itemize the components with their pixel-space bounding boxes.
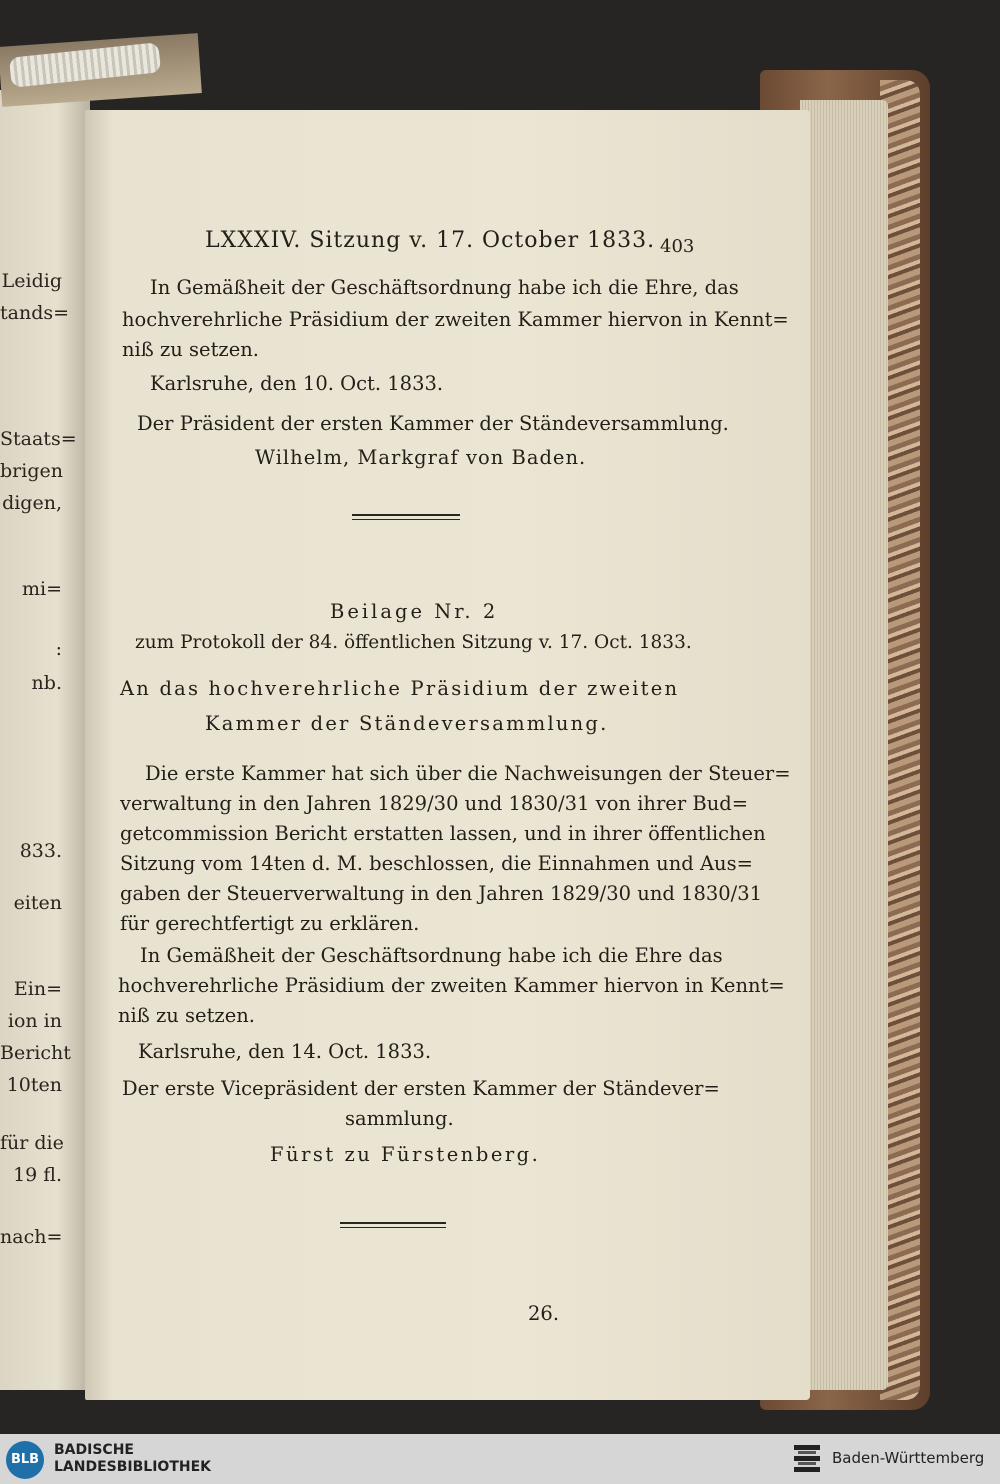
left-fragment: Leidig bbox=[1, 270, 62, 292]
address-line: An das hochverehrliche Präsidium der zweiten bbox=[120, 677, 680, 700]
left-fragment: Ein= bbox=[13, 978, 62, 1000]
left-fragment: Staats= bbox=[0, 428, 77, 450]
page-number: 403 bbox=[660, 236, 695, 257]
page-stack bbox=[800, 100, 888, 1390]
left-fragment: mi= bbox=[21, 578, 62, 600]
state-name[interactable]: Baden-Württemberg bbox=[832, 1449, 985, 1467]
signer-title: Der erste Vicepräsident der ersten Kammer der Ständever= bbox=[122, 1077, 720, 1100]
signer-title: Der Präsident der ersten Kammer der Ständeversammlung. bbox=[137, 412, 729, 435]
paragraph-line: In Gemäßheit der Geschäftsordnung habe ich die Ehre, das bbox=[150, 276, 739, 299]
left-fragment: tands= bbox=[0, 302, 70, 324]
date-line: Karlsruhe, den 10. Oct. 1833. bbox=[150, 372, 444, 395]
separator-rule bbox=[340, 1222, 446, 1224]
signature-mark: 26. bbox=[528, 1302, 560, 1325]
appendix-title: Beilage Nr. 2 bbox=[330, 600, 499, 623]
separator-rule bbox=[352, 519, 460, 520]
left-fragment: Bericht bbox=[0, 1042, 71, 1064]
left-fragment: nb. bbox=[31, 672, 62, 694]
signer-name: Wilhelm, Markgraf von Baden. bbox=[255, 446, 587, 469]
left-fragment: 10ten bbox=[6, 1074, 62, 1096]
paragraph-line: verwaltung in den Jahren 1829/30 und 1830/31 von ihrer Bud= bbox=[120, 792, 749, 815]
separator-rule bbox=[340, 1227, 446, 1228]
left-fragment: 833. bbox=[19, 840, 62, 862]
signer-name: Fürst zu Fürstenberg. bbox=[270, 1143, 541, 1166]
left-fragment: 19 fl. bbox=[13, 1164, 62, 1186]
appendix-subtitle: zum Protokoll der 84. öffentlichen Sitzung v. 17. Oct. 1833. bbox=[135, 632, 692, 653]
left-fragment: brigen bbox=[0, 460, 63, 482]
paragraph-line: Sitzung vom 14ten d. M. beschlossen, die Einnahmen und Aus= bbox=[120, 852, 753, 875]
paragraph-line: gaben der Steuerverwaltung in den Jahren 1829/30 und 1830/31 bbox=[120, 882, 763, 905]
blb-logo[interactable]: BLB bbox=[6, 1441, 44, 1479]
paragraph-line: In Gemäßheit der Geschäftsordnung habe ich die Ehre das bbox=[140, 944, 723, 967]
signer-title: sammlung. bbox=[345, 1107, 454, 1130]
left-fragment: für die bbox=[0, 1132, 64, 1154]
lions-emblem-icon bbox=[792, 1443, 822, 1475]
paragraph-line: hochverehrliche Präsidium der zweiten Kammer hiervon in Kennt= bbox=[122, 308, 789, 331]
left-fragment: eiten bbox=[13, 892, 62, 914]
left-fragment: nach= bbox=[0, 1226, 63, 1248]
library-name-line: BADISCHE bbox=[54, 1442, 134, 1458]
library-name[interactable] bbox=[54, 1442, 211, 1476]
address-line: Kammer der Ständeversammlung. bbox=[205, 712, 609, 735]
running-title: LXXXIV. Sitzung v. 17. October 1833. bbox=[205, 228, 656, 253]
paragraph-line: niß zu setzen. bbox=[122, 338, 260, 361]
left-fragment: : bbox=[55, 638, 62, 660]
paragraph-line: niß zu setzen. bbox=[118, 1004, 256, 1027]
paragraph-line: für gerechtfertigt zu erklären. bbox=[120, 912, 420, 935]
footer-bar bbox=[0, 1434, 1000, 1484]
left-fragment: digen, bbox=[2, 492, 62, 514]
paragraph-line: Die erste Kammer hat sich über die Nachweisungen der Steuer= bbox=[145, 762, 791, 785]
paragraph-line: getcommission Bericht erstatten lassen, und in ihrer öffentlichen bbox=[120, 822, 766, 845]
date-line: Karlsruhe, den 14. Oct. 1833. bbox=[138, 1040, 432, 1063]
library-name-line: LANDESBIBLIOTHEK bbox=[54, 1459, 212, 1475]
left-fragment: ion in bbox=[7, 1010, 62, 1032]
right-page bbox=[85, 110, 810, 1400]
separator-rule bbox=[352, 514, 460, 516]
paragraph-line: hochverehrliche Präsidium der zweiten Kammer hiervon in Kennt= bbox=[118, 974, 785, 997]
